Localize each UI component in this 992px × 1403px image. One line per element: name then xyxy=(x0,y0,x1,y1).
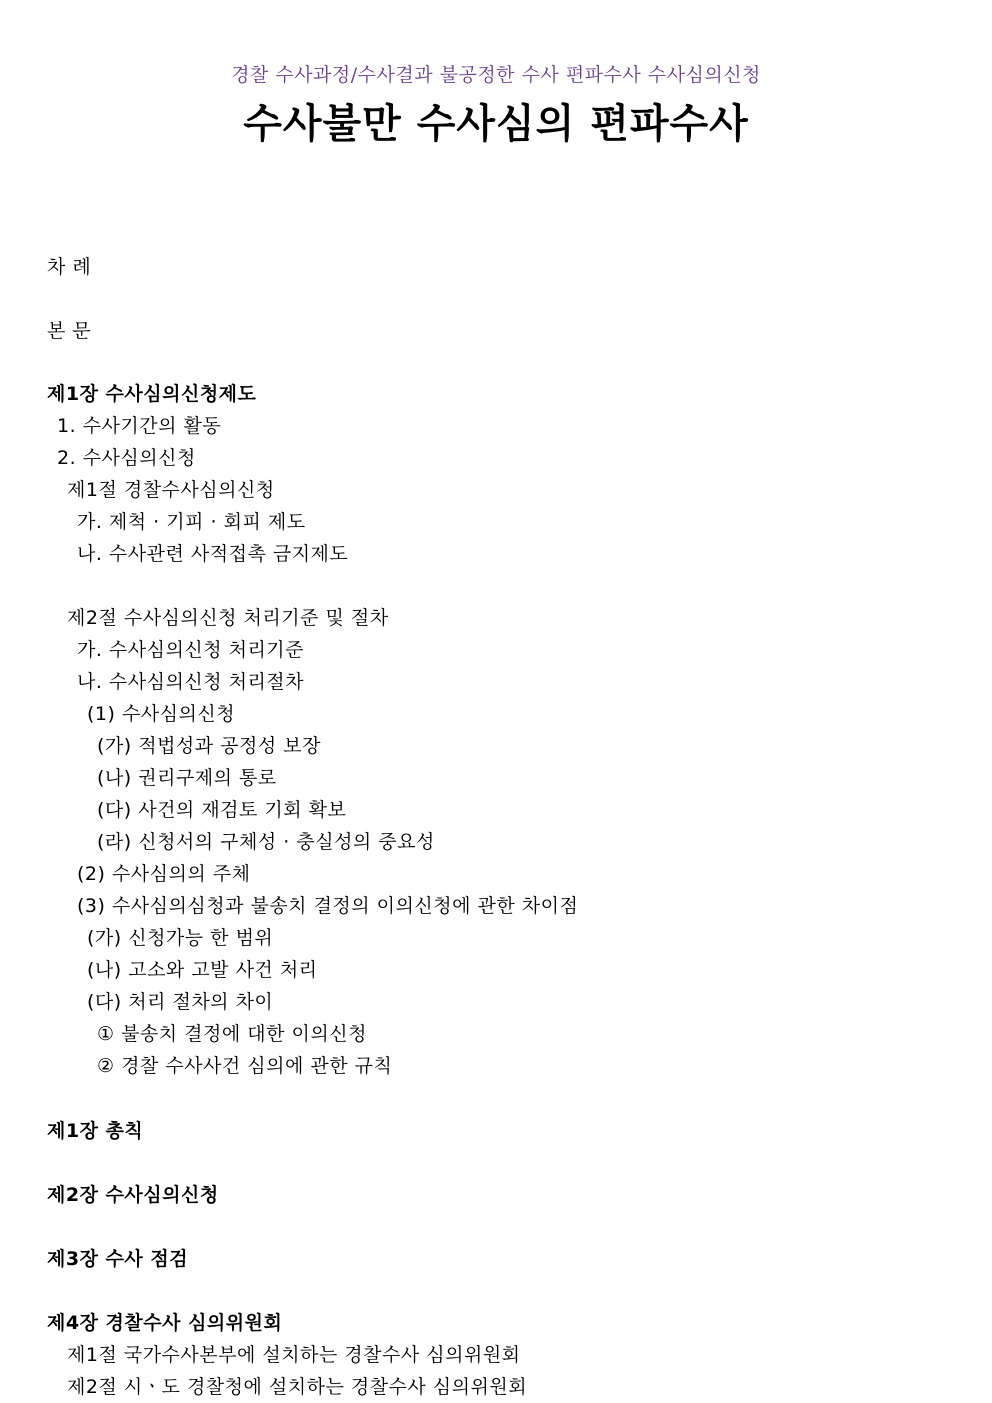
toc-chapter: 제1장 수사심의신청제도 xyxy=(47,383,257,405)
toc-item: 1. 수사기간의 활동 xyxy=(57,415,222,437)
toc-item: (라) 신청서의 구체성 · 충실성의 중요성 xyxy=(97,831,435,853)
toc-item: (2) 수사심의의 주체 xyxy=(77,863,251,885)
toc-section: 제2절 수사심의신청 처리기준 및 절차 xyxy=(67,607,389,629)
toc-chapter: 제1장 총칙 xyxy=(47,1120,144,1142)
toc-item: ② 경찰 수사사건 심의에 관한 규칙 xyxy=(97,1055,393,1077)
toc-item: 가. 수사심의신청 처리기준 xyxy=(77,639,305,661)
document-subtitle: 경찰 수사과정/수사결과 불공정한 수사 편파수사 수사심의신청 xyxy=(231,64,761,86)
toc-item: ① 불송치 결정에 대한 이의신청 xyxy=(97,1023,367,1045)
toc-item: 2. 수사심의신청 xyxy=(57,447,196,469)
document-title: 수사불만 수사심의 편파수사 xyxy=(243,101,749,147)
toc-chapter: 제4장 경찰수사 심의위원회 xyxy=(47,1312,283,1334)
toc-item: (나) 고소와 고발 사건 처리 xyxy=(87,959,318,981)
toc-item: (가) 신청가능 한 범위 xyxy=(87,927,274,949)
toc-item: (다) 사건의 재검토 기회 확보 xyxy=(97,799,347,821)
toc-chapter: 제3장 수사 점검 xyxy=(47,1248,189,1270)
toc-item: (나) 권리구제의 통로 xyxy=(97,767,277,789)
toc-item: 나. 수사관련 사적접촉 금지제도 xyxy=(77,543,349,565)
toc-item: (다) 처리 절차의 차이 xyxy=(87,991,274,1013)
toc-section: 제1절 국가수사본부에 설치하는 경찰수사 심의위원회 xyxy=(67,1344,521,1366)
toc-section: 제2절 시ㆍ도 경찰청에 설치하는 경찰수사 심의위원회 xyxy=(67,1376,528,1398)
toc-section: 제1절 경찰수사심의신청 xyxy=(67,479,275,501)
toc-chapter: 제2장 수사심의신청 xyxy=(47,1184,219,1206)
toc-item: (1) 수사심의신청 xyxy=(87,703,236,725)
toc-item: 나. 수사심의신청 처리절차 xyxy=(77,671,305,693)
toc-body-label: 본 문 xyxy=(47,320,92,342)
toc-heading: 차 례 xyxy=(47,256,92,278)
toc-item: 가. 제척 · 기피 · 회피 제도 xyxy=(77,511,306,533)
toc-item: (가) 적법성과 공정성 보장 xyxy=(97,735,321,757)
toc-item: (3) 수사심의심청과 불송치 결정의 이의신청에 관한 차이점 xyxy=(77,895,579,917)
